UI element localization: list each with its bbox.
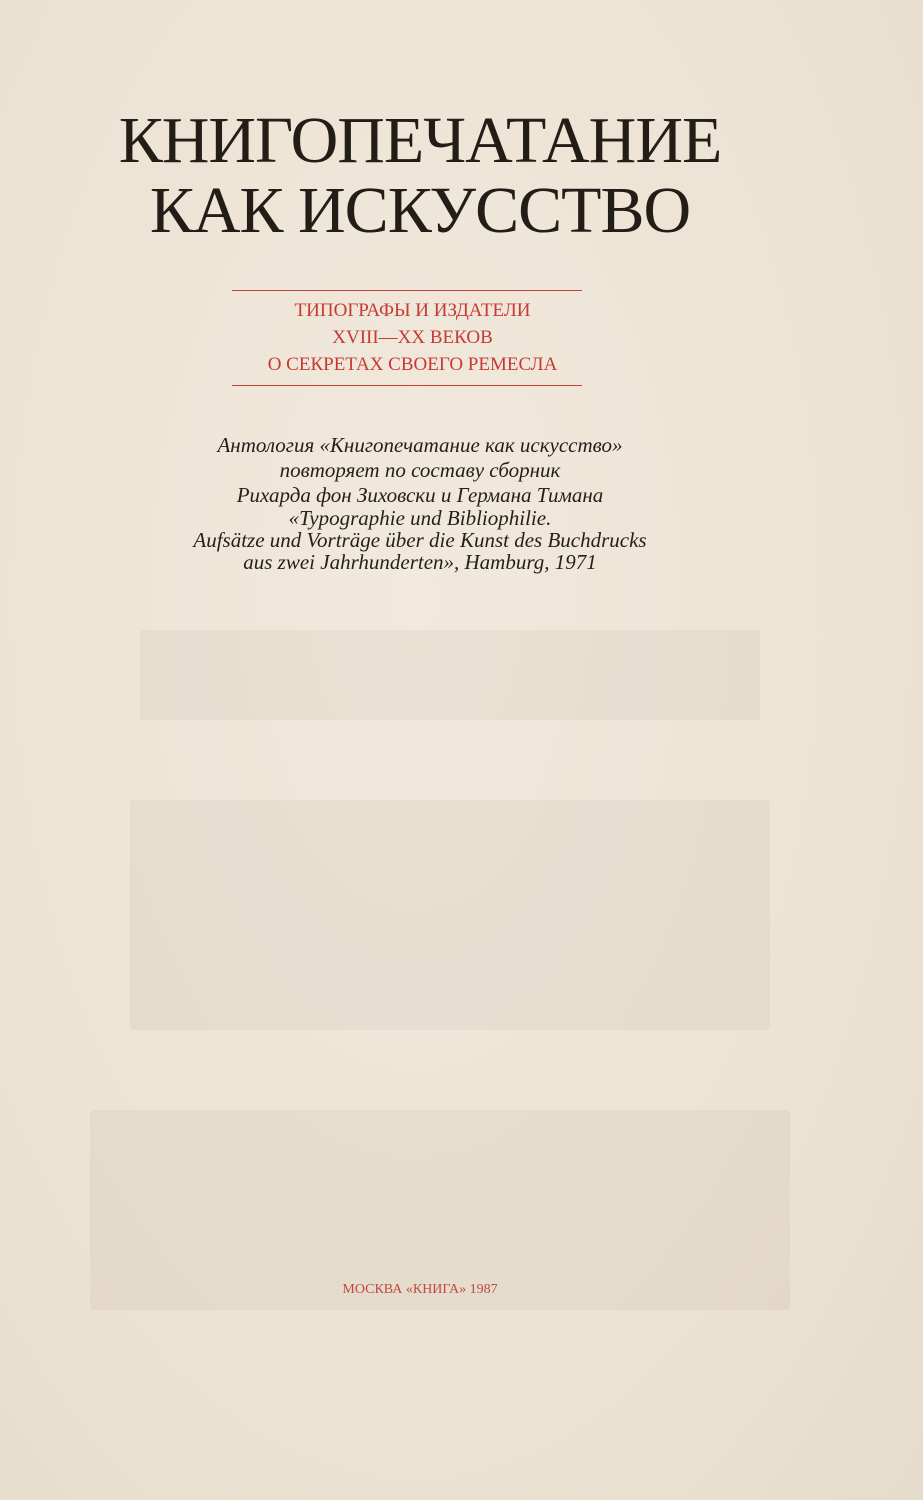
- subtitle-top-rule: [232, 290, 582, 291]
- anthology-note-line-3: Рихарда фон Зиховски и Германа Тимана: [236, 483, 604, 507]
- subtitle-line-3: О СЕКРЕТАХ СВОЕГО РЕМЕСЛА: [267, 354, 558, 375]
- anthology-note-line-5: Aufsätze und Vorträge über die Kunst des Buchdrucks: [193, 528, 647, 552]
- publisher-imprint: МОСКВА «КНИГА» 1987: [342, 1282, 498, 1297]
- subtitle-line-2: XVIII—XX ВЕКОВ: [332, 327, 493, 348]
- book-title-line-1: КНИГОПЕЧАТАНИЕ: [118, 104, 722, 177]
- anthology-note-line-1: Антология «Книгопечатание как искусство»: [217, 433, 623, 457]
- anthology-note-line-6: aus zwei Jahrhunderten», Hamburg, 1971: [243, 550, 597, 574]
- anthology-note-line-4: «Typographie und Bibliophilie.: [288, 506, 552, 530]
- anthology-note-line-2: повторяет по составу сборник: [279, 458, 561, 482]
- show-through-text: [130, 800, 770, 1030]
- show-through-text: [90, 1110, 790, 1310]
- show-through-text: [140, 630, 760, 720]
- book-title-line-2: КАК ИСКУССТВО: [149, 174, 691, 247]
- subtitle-bottom-rule: [232, 385, 582, 386]
- subtitle-line-1: ТИПОГРАФЫ И ИЗДАТЕЛИ: [294, 300, 531, 321]
